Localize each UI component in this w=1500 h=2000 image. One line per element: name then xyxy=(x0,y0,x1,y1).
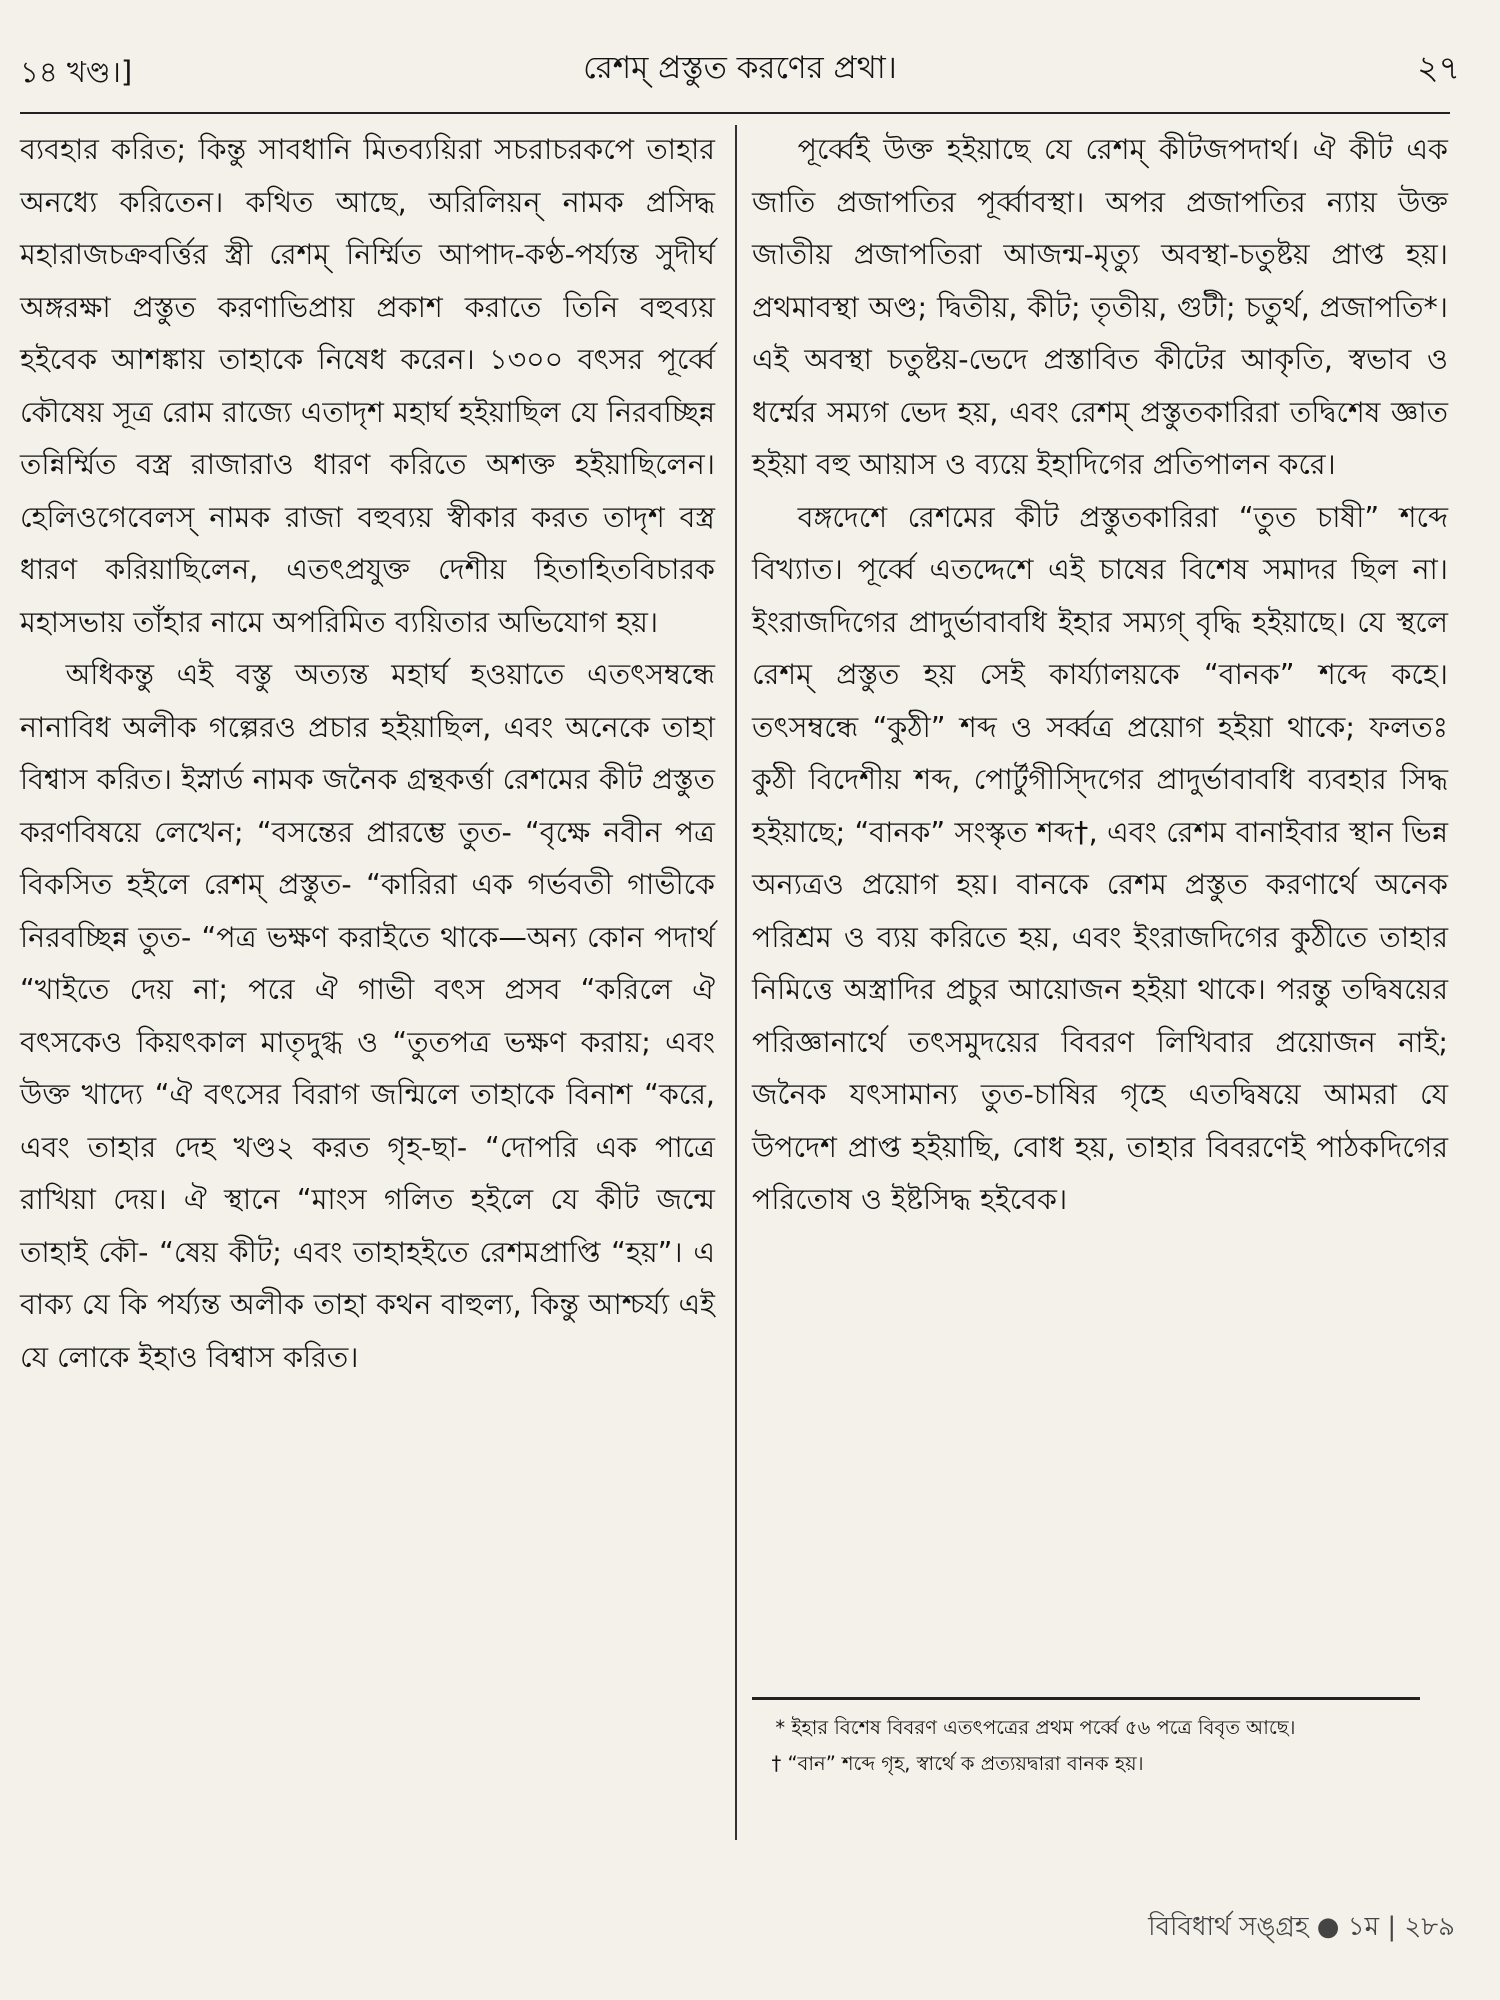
page-footer: বিবিধার্থ সঙ্গ্রহ ● ১ম | ২৮৯ xyxy=(1148,1912,1455,1942)
left-paragraph-1: ব্যবহার করিত; কিন্তু সাবধানি মিতব্যয়িরা সচরাচরকপে তাহার অনধ্যে করিতেন। কথিত আছে, অরিলিয়ন্ নামক প্রসিদ্ধ মহারাজচক্রবর্ত্তির স্ত্রী রেশম্ নির্ম্মিত আপাদ-কণ্ঠ-পর্য্যন্ত সুদীর্ঘ অঙ্গরক্ষা প্রস্তুত করণাভিপ্রায় প্রকাশ করাতে তিনি বহুব্যয় হইবেক আশঙ্কায় তাহাকে নিষেধ করেন। ১৩০০ বৎসর পূর্ব্বে কৌষেয় সূত্র রোম রাজ্যে এতাদৃশ মহার্ঘ হইয়াছিল যে নিরবচ্ছিন্ন তন্নির্ম্মিত বস্ত্র রাজারাও ধারণ করিতে অশক্ত হইয়াছিলেন। হেলিওগেবেলস্ নামক রাজা বহুব্যয় স্বীকার করত তাদৃশ বস্ত্র ধারণ করিয়াছিলেন, এতৎপ্রযুক্ত দেশীয় হিতাহিতবিচারক মহাসভায় তাঁহার নামে অপরিমিত ব্যয়িতার অভিযোগ হয়। xyxy=(20,133,716,639)
footnote-rule xyxy=(752,1697,1420,1700)
volume-label: ১৪ খণ্ড।] xyxy=(20,55,133,89)
left-column xyxy=(20,124,715,1384)
footnote-1: * ইহার বিশেষ বিবরণ এতৎপত্রের প্রথম পর্ব্বে ৫৬ পত্রে বিবৃত আছে। xyxy=(775,1716,1296,1739)
left-paragraph-2: অধিকন্তু এই বস্তু অত্যন্ত মহার্ঘ হওয়াতে এতৎসম্বন্ধে নানাবিধ অলীক গল্পেরও প্রচার হইয়াছিল, এবং অনেকে তাহা বিশ্বাস করিত। ইস্নার্ড নামক জনৈক গ্রন্থকর্ত্তা রেশমের কীট প্রস্তুত করণবিষয়ে লেখেন; “বসন্তের প্রারম্ভে তুত- “বৃক্ষে নবীন পত্র বিকসিত হইলে রেশম্ প্রস্তুত- “কারিরা এক গর্ভবতী গাভীকে নিরবচ্ছিন্ন তুত- “পত্র ভক্ষণ করাইতে থাকে—অন্য কোন পদার্থ “খাইতে দেয় না; পরে ঐ গাভী বৎস প্রসব “করিলে ঐ বৎসকেও কিয়ৎকাল মাতৃদুগ্ধ ও “তুতপত্র ভক্ষণ করায়; এবং উক্ত খাদ্যে “ঐ বৎসের বিরাগ জন্মিলে তাহাকে বিনাশ “করে, এবং তাহার দেহ খণ্ড২ করত গৃহ-ছা- “দোপরি এক পাত্রে রাখিয়া দেয়। ঐ স্থানে “মাংস গলিত হইলে যে কীট জন্মে তাহাই কৌ- “ষেয় কীট; এবং তাহাহইতে রেশমপ্রাপ্তি “হয়”। এ বাক্য যে কি পর্য্যন্ত অলীক তাহা কথন বাহুল্য, কিন্তু আশ্চর্য্য এই যে লোকে ইহাও বিশ্বাস করিত। xyxy=(20,658,715,1374)
header-rule xyxy=(20,112,1450,114)
page-number: ২৭ xyxy=(1417,48,1460,87)
page-header xyxy=(20,38,1460,98)
right-paragraph-1: পূর্ব্বেই উক্ত হইয়াছে যে রেশম্ কীটজপদার্থ। ঐ কীট এক জাতি প্রজাপতির পূর্ব্বাবস্থা। অপর প্রজাপতির ন্যায় উক্ত জাতীয় প্রজাপতিরা আজন্ম-মৃত্যু অবস্থা-চতুষ্টয় প্রাপ্ত হয়। প্রথমাবস্থা অণ্ড; দ্বিতীয়, কীট; তৃতীয়, গুটী; চতুর্থ, প্রজাপতি*। এই অবস্থা চতুষ্টয়-ভেদে প্রস্তাবিত কীটের আকৃতি, স্বভাব ও ধর্ম্মের সম্যগ ভেদ হয়, এবং রেশম্ প্রস্তুতকারিরা তদ্বিশেষ জ্ঞাত হইয়া বহু আয়াস ও ব্যয়ে ইহাদিগের প্রতিপালন করে। xyxy=(752,133,1448,481)
right-column xyxy=(752,124,1448,1227)
page-title: রেশম্ প্রস্তুত করণের প্রথা। xyxy=(583,50,897,86)
footnote-2: † “বান” শব্দে গৃহ, স্বার্থে ক প্রত্যয়দ্বারা বানক হয়। xyxy=(771,1752,1144,1775)
column-divider xyxy=(735,125,737,1840)
footnotes xyxy=(752,1710,1432,1782)
right-paragraph-2: বঙ্গদেশে রেশমের কীট প্রস্তুতকারিরা “তুত চাষী” শব্দে বিখ্যাত। পূর্ব্বে এতদ্দেশে এই চাষের বিশেষ সমাদর ছিল না। ইংরাজদিগের প্রাদুর্ভাবাবধি ইহার সম্যগ্ বৃদ্ধি হইয়াছে। যে স্থলে রেশম্ প্রস্তুত হয় সেই কার্য্যালয়কে “বানক” শব্দে কহে। তৎসম্বন্ধে “কুঠী” শব্দ ও সর্ব্বত্র প্রয়োগ হইয়া থাকে; ফলতঃ কুঠী বিদেশীয় শব্দ, পোর্টুগীস্দিগের প্রাদুর্ভাবাবধি ব্যবহার সিদ্ধ হইয়াছে; “বানক” সংস্কৃত শব্দ†, এবং রেশম বানাইবার স্থান ভিন্ন অন্যত্রও প্রয়োগ হয়। বানকে রেশম প্রস্তুত করণার্থে অনেক পরিশ্রম ও ব্যয় করিতে হয়, এবং ইংরাজদিগের কুঠীতে তাহার নিমিত্তে অস্ত্রাদির প্রচুর আয়োজন হইয়া থাকে। পরন্তু তদ্বিষয়ের পরিজ্ঞানার্থে তৎসমুদয়ের বিবরণ লিখিবার প্রয়োজন নাই; জনৈক যৎসামান্য তুত-চাষির গৃহে এতদ্বিষয়ে আমরা যে উপদেশ প্রাপ্ত হইয়াছি, বোধ হয়, তাহার বিবরণেই পাঠকদিগের পরিতোষ ও ইষ্টসিদ্ধ হইবেক। xyxy=(752,500,1448,1216)
